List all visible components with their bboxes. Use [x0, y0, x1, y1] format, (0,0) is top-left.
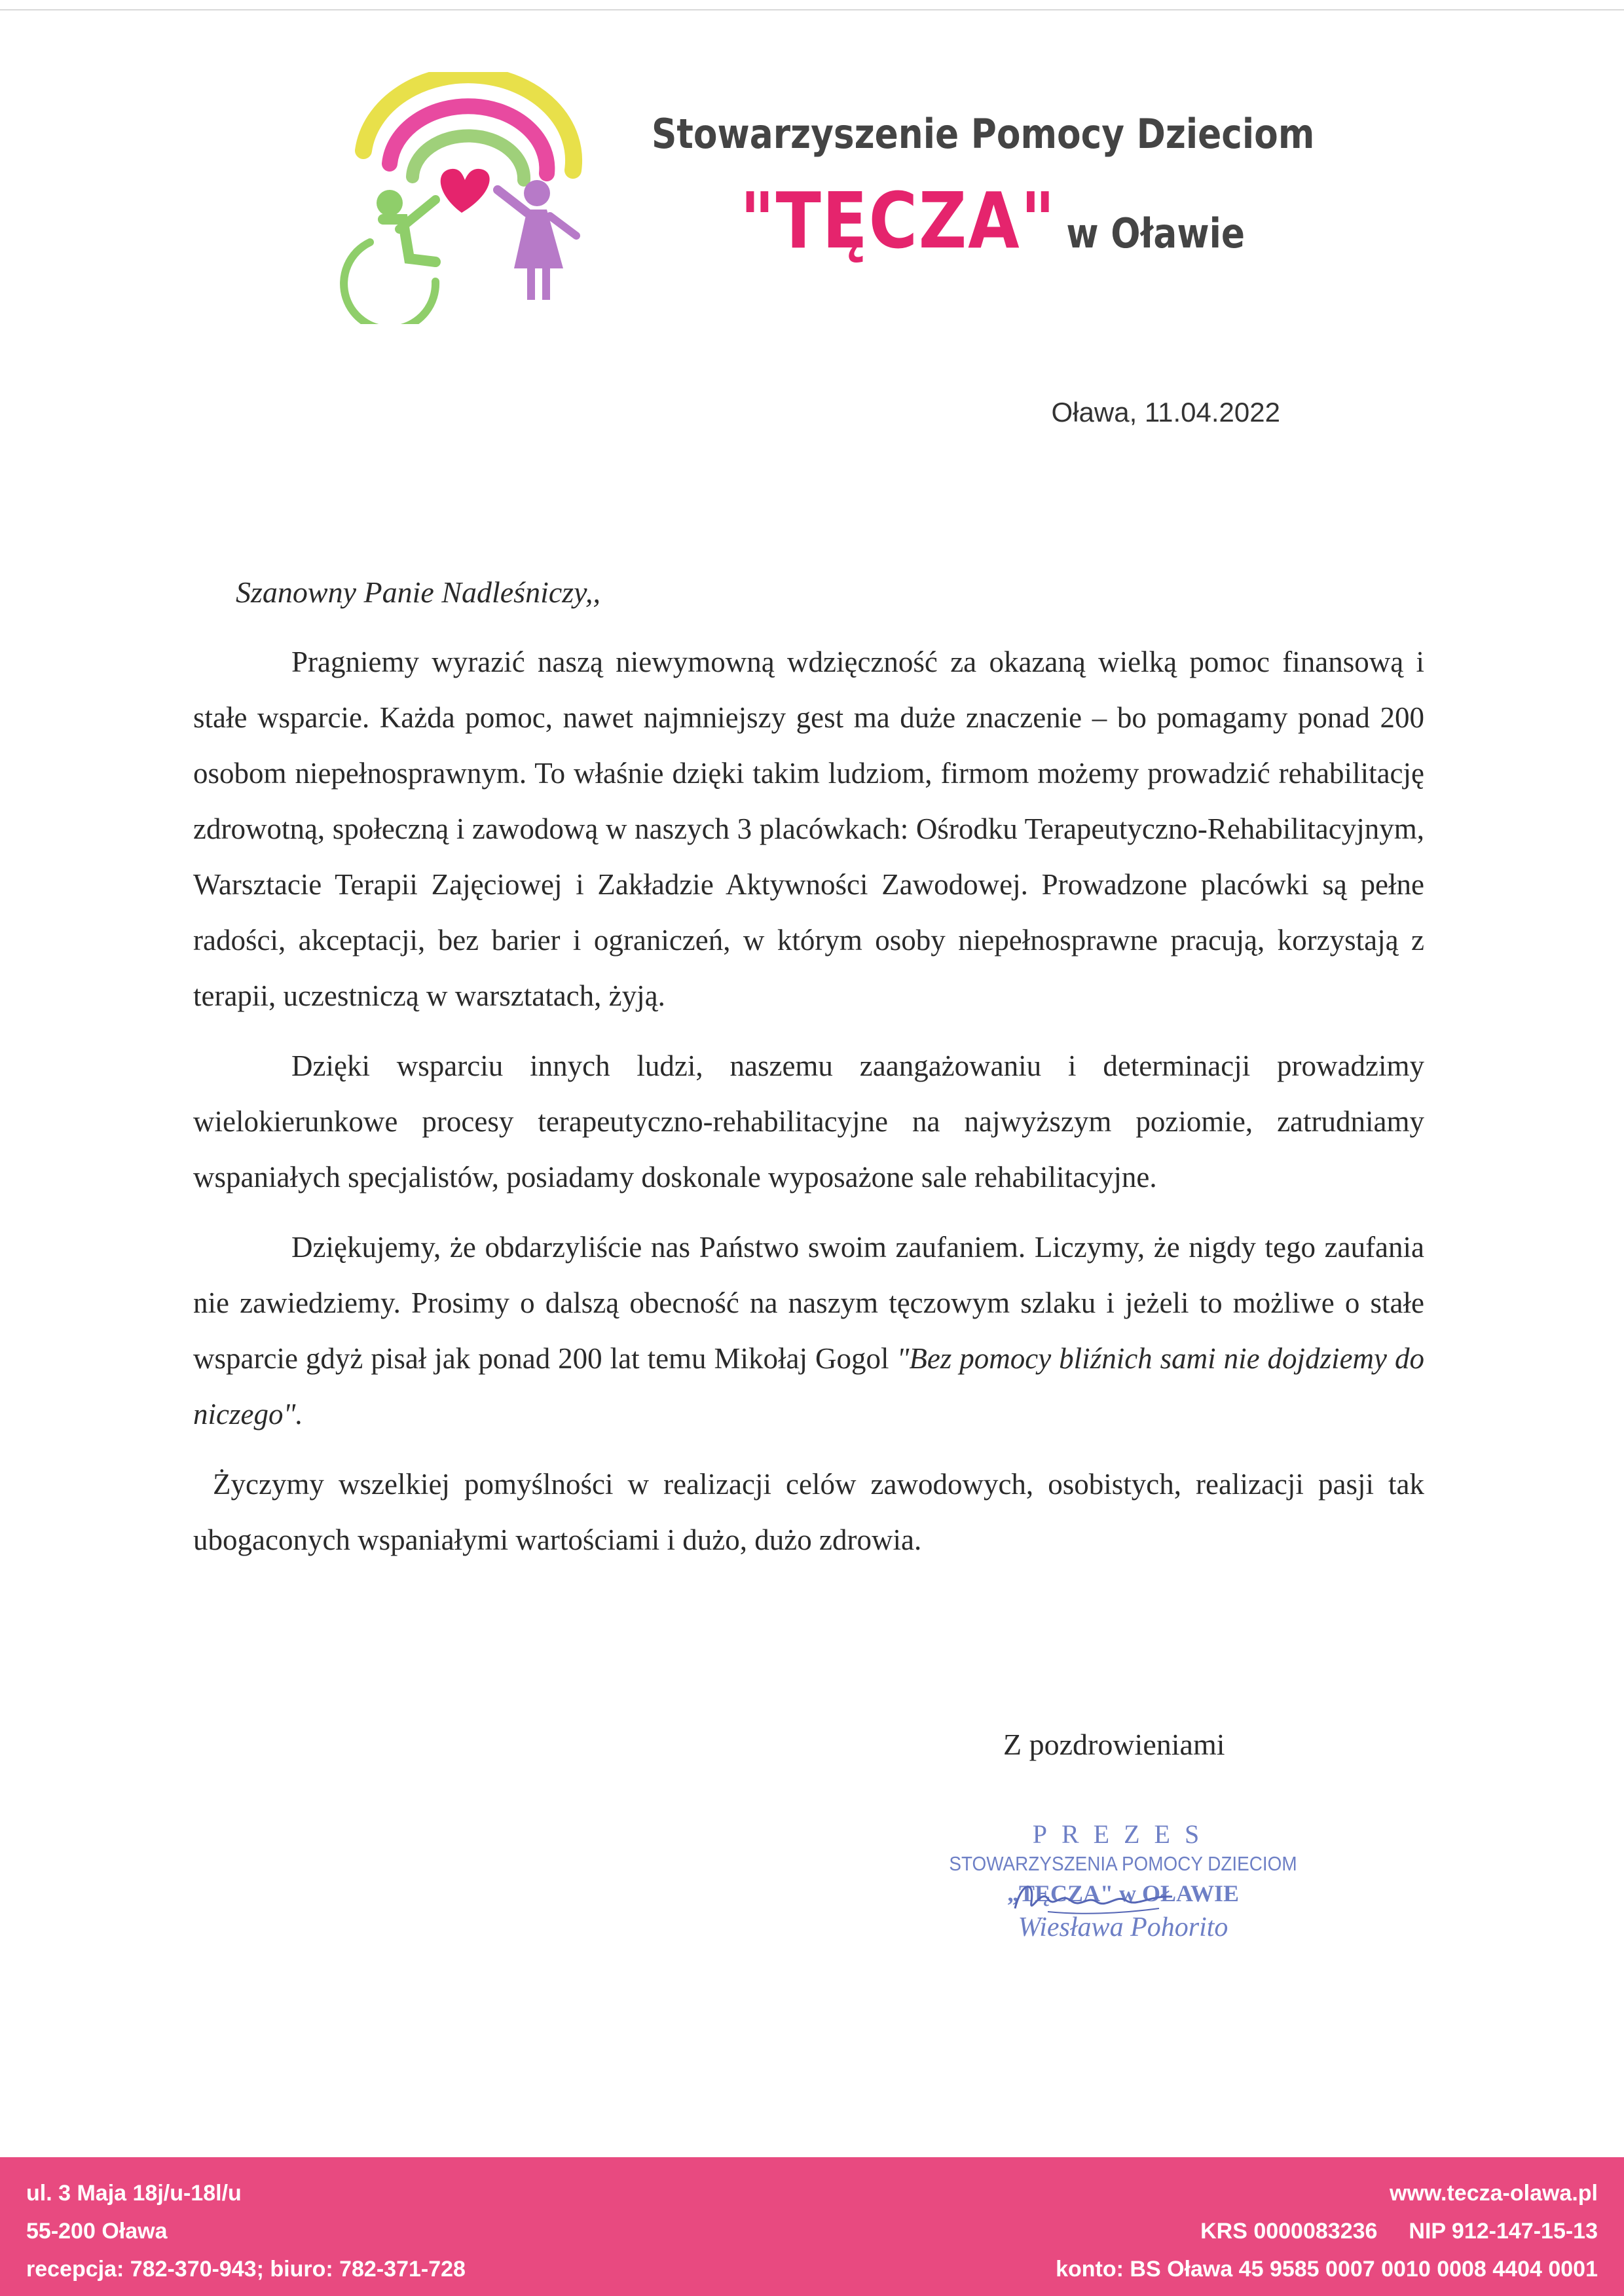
letter-date: Oława, 11.04.2022: [1051, 397, 1280, 428]
stamp-brand: „TĘCZA" w OŁAWIE: [1006, 1880, 1240, 1906]
letter-body: [193, 564, 1424, 1568]
footer-bank-account: konto: BS Oława 45 9585 0007 0010 0008 4404 0001: [1056, 2257, 1598, 2282]
top-divider: [0, 9, 1624, 10]
gogol-quote: "Bez pomocy bliźnich sami nie dojdziemy do niczego".: [193, 1342, 1424, 1430]
stamp-person: Wiesława Pohorito: [1018, 1912, 1228, 1942]
footer-address-street: ul. 3 Maja 18j/u-18l/u: [26, 2181, 242, 2206]
footer-website[interactable]: www.tecza-olawa.pl: [1389, 2181, 1598, 2206]
organization-brand: "TĘCZA": [740, 175, 1056, 266]
organization-brand-line: [740, 175, 1247, 266]
footer-contact: [26, 2174, 466, 2288]
footer-krs: KRS 0000083236: [1200, 2219, 1378, 2244]
footer-registry: [1056, 2174, 1598, 2288]
paragraph-2: Dzięki wsparciu innych ludzi, naszemu zaangażowaniu i determinacji prowadzimy wielokierunkowe procesy terapeutyczno-rehabilitacyjne na najwyższym poziomie, zatrudniamy wspaniałych specjalistów, posiadamy doskonale wyposażone sale rehabilitacyjne.: [193, 1049, 1424, 1194]
footer-address-city: 55-200 Oława: [26, 2219, 168, 2244]
paragraph-3-text: Dziękujemy, że obdarzyliście nas Państwo swoim zaufaniem. Liczymy, że nigdy tego zaufania nie zawiedziemy. Prosimy o dalszą obecność na naszym tęczowym szlaku i jeżeli to możliwe o stałe wsparcie gdyż pisał jak ponad 200 lat temu Mikołaj Gogol: [193, 1231, 1424, 1375]
organization-city: w Oławie: [1066, 210, 1246, 257]
paragraph-4: Życzymy wszelkiej pomyślności w realizacji celów zawodowych, osobistych, realizacji pasji tak ubogaconych wspaniałymi wartościami i dużo, dużo zdrowia.: [193, 1468, 1424, 1556]
footer-bar: [0, 2157, 1624, 2296]
paragraph-1: Pragniemy wyrazić naszą niewymowną wdzięczność za okazaną wielką pomoc finansową i stałe wsparcie. Każda pomoc, nawet najmniejszy gest ma duże znaczenie – bo pomagamy ponad 200 osobom niepełnosprawnym. To właśnie dzięki takim ludziom, firmom możemy prowadzić rehabilitację zdrowotną, społeczną i zawodową w naszych 3 placówkach: Ośrodku Terapeutyczno-Rehabilitacyjnym, Warsztacie Terapii Zajęciowej i Zakładzie Aktywności Zawodowej. Prowadzone placówki są pełne radości, akceptacji, bez barier i ograniczeń, w którym osoby niepełnosprawne pracują, korzystają z terapii, uczestniczą w warsztatach, żyją.: [193, 646, 1424, 1012]
stamp-title: PREZES: [1032, 1819, 1214, 1849]
salutation: Szanowny Panie Nadleśniczy,,: [236, 575, 601, 609]
organization-name: Stowarzyszenie Pomocy Dzieciom: [652, 110, 1315, 158]
stamp-organization: STOWARZYSZENIA POMOCY DZIECIOM: [949, 1852, 1297, 1875]
handwritten-signature-icon: [1008, 1876, 1179, 1922]
paragraph-3: [193, 1220, 1424, 1442]
rainbow-logo-icon: [337, 72, 596, 324]
closing-phrase: Z pozdrowieniami: [1003, 1728, 1225, 1761]
footer-nip: NIP 912-147-15-13: [1409, 2219, 1598, 2244]
footer-phones: recepcja: 782-370-943; biuro: 782-371-728: [26, 2257, 466, 2282]
